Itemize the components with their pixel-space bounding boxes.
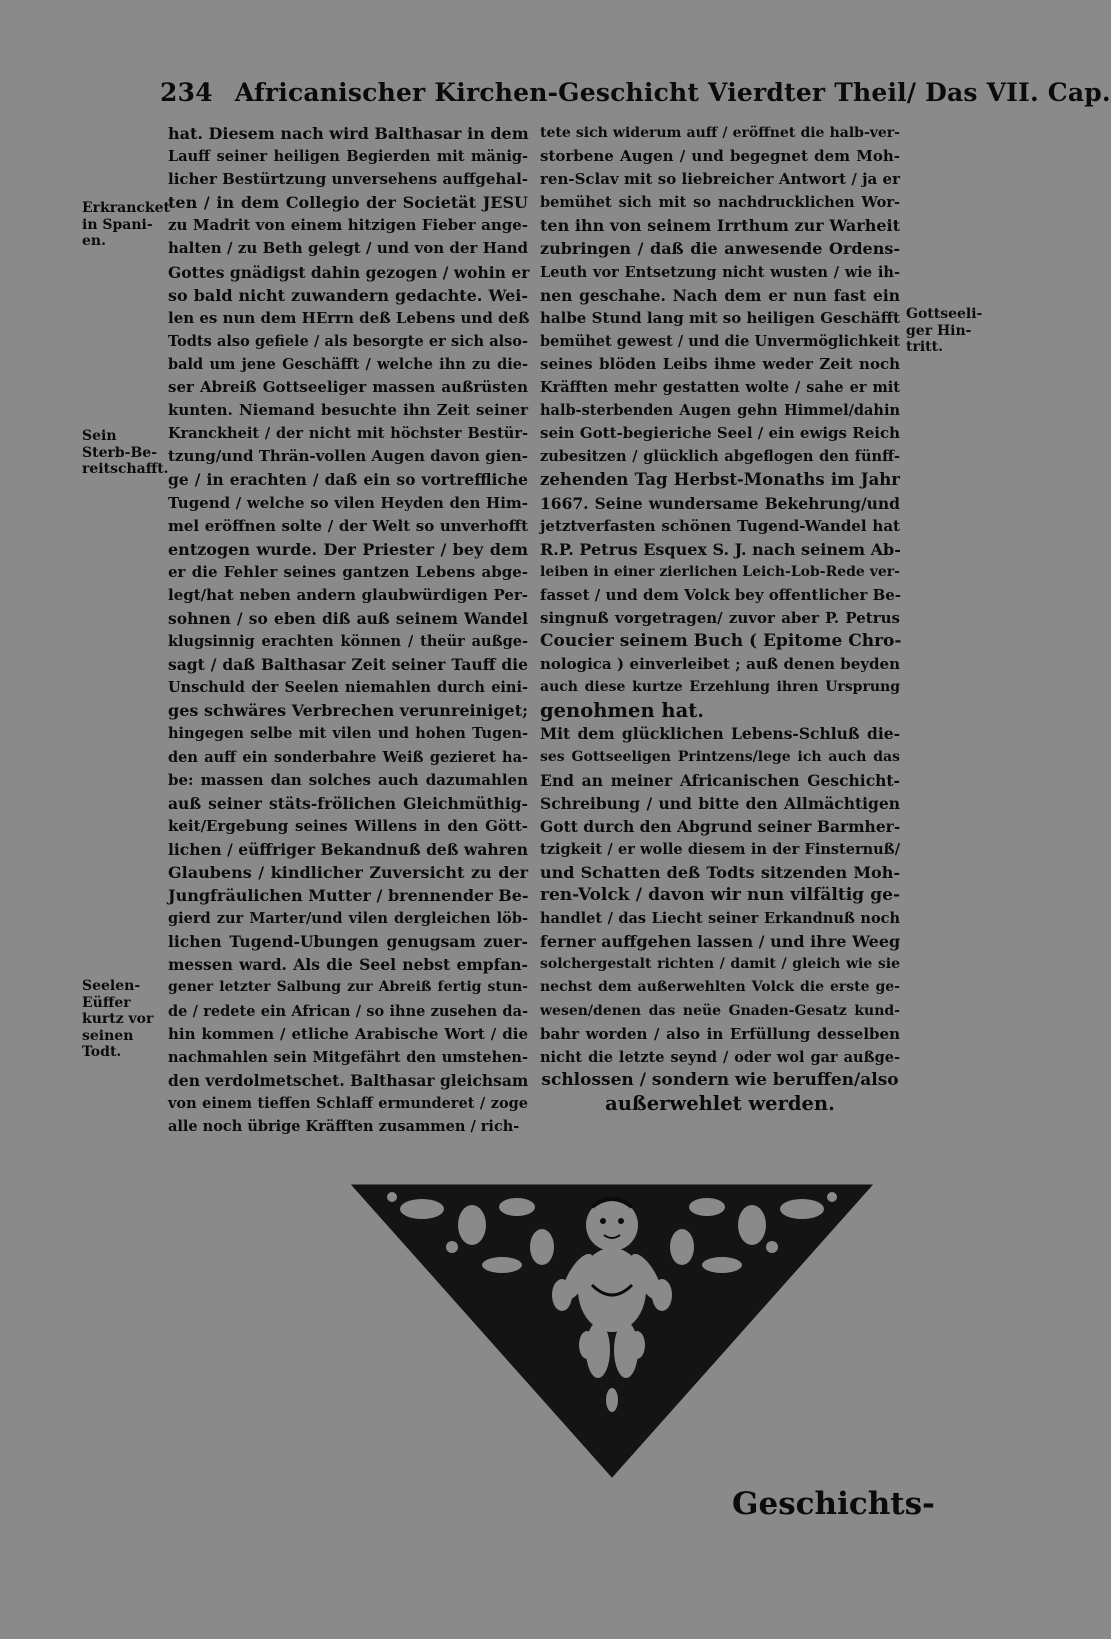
text-line: leiben in einer zierlichen Leich-Lob-Rede ver- bbox=[540, 563, 900, 580]
text-line: ten ihn von seinem Irrthum zur Warheit bbox=[540, 216, 900, 236]
text-line: so bald nicht zuwandern gedachte. Wei- bbox=[168, 285, 528, 305]
text-line: und Schatten deß Todts sitzenden Moh- bbox=[540, 863, 900, 882]
text-line: hat. Diesem nach wird Balthasar in dem bbox=[168, 124, 529, 143]
text-line: storbene Augen / und begegnet dem Moh- bbox=[540, 147, 900, 166]
text-line: Gott durch den Abgrund seiner Barmher- bbox=[540, 816, 901, 836]
text-line: ges schwäres Verbrechen verunreiniget; bbox=[168, 701, 528, 721]
running-head bbox=[160, 78, 1111, 116]
text-line: ren-Volck / davon wir nun vilfältig ge- bbox=[540, 885, 900, 906]
text-line: lichen Tugend-Ubungen genugsam zuer- bbox=[168, 932, 528, 952]
text-line: entzogen wurde. Der Priester / bey dem bbox=[168, 539, 528, 559]
text-line: ten / in dem Collegio der Societät JESU bbox=[168, 193, 528, 213]
text-line: gierd zur Marter/und vilen dergleichen löb- bbox=[168, 910, 528, 928]
text-line: ser Abreiß Gottseeliger massen außrüsten bbox=[168, 378, 528, 397]
text-line: Lauff seiner heiligen Begierden mit mänig- bbox=[168, 148, 528, 166]
text-line: nachmahlen sein Mitgefährt den umstehen- bbox=[168, 1048, 528, 1066]
text-line: mel eröffnen solte / der Welt so unverhofft bbox=[168, 516, 528, 535]
text-line: Todts also gefiele / als besorgte er sich also- bbox=[168, 332, 528, 350]
text-line: len es nun dem HErrn deß Lebens und deß bbox=[168, 308, 530, 327]
text-line: klugsinnig erachten können / theür außge- bbox=[168, 633, 528, 651]
text-line: keit/Ergebung seines Willens in den Gött- bbox=[168, 816, 528, 835]
text-line: de / redete ein African / so ihne zusehen da- bbox=[168, 1002, 528, 1020]
text-line: ge / in erachten / daß ein so vortreffliche bbox=[168, 470, 528, 490]
text-line: von einem tieffen Schlaff ermunderet / zoge bbox=[168, 1094, 528, 1112]
margin-note-death-preparation: Sein Sterb-Be- reitschafft. bbox=[82, 428, 169, 477]
text-line: halb-sterbenden Augen gehn Himmel/dahin bbox=[540, 402, 900, 420]
text-line: handlet / das Liecht seiner Erkandnuß noch bbox=[540, 910, 900, 928]
text-line: 1667. Seine wundersame Bekehrung/und bbox=[540, 493, 900, 513]
text-line: schlossen / sondern wie beruffen/also bbox=[541, 1069, 899, 1090]
text-line: messen ward. Als die Seel nebst empfan- bbox=[168, 955, 528, 975]
cherub-tailpiece-ornament bbox=[352, 1185, 872, 1477]
text-column-right bbox=[540, 122, 900, 1115]
text-line: hin kommen / etliche Arabische Wort / die bbox=[168, 1024, 528, 1043]
text-line: halten / zu Beth gelegt / und von der Hand bbox=[168, 239, 528, 258]
text-line: bemühet gewest / und die Unvermöglichkeit bbox=[540, 332, 900, 350]
text-line: End an meiner Africanischen Geschicht- bbox=[540, 770, 900, 790]
text-line: Mit dem glücklichen Lebens-Schluß die- bbox=[540, 724, 900, 744]
text-line: Tugend / welche so vilen Heyden den Him- bbox=[168, 493, 528, 512]
text-line: Leuth vor Entsetzung nicht wusten / wie ih- bbox=[540, 263, 900, 281]
text-line: tzigkeit / er wolle diesem in der Finsternuß/ bbox=[540, 840, 900, 858]
text-line: licher Bestürtzung unversehens auffgehal- bbox=[168, 170, 528, 189]
margin-note-illness: Erkrancket in Spani- en. bbox=[82, 200, 170, 249]
text-line: Gottes gnädigst dahin gezogen / wohin er bbox=[168, 262, 530, 282]
catchword: Geschichts- bbox=[732, 1486, 935, 1522]
text-line: lichen / eüffriger Bekandnuß deß wahren bbox=[168, 839, 528, 859]
text-line: seines blöden Leibs ihme weder Zeit noch bbox=[540, 354, 900, 373]
text-line: hingegen selbe mit vilen und hohen Tugen- bbox=[168, 725, 528, 743]
text-line: sagt / daß Balthasar Zeit seiner Tauff die bbox=[168, 655, 528, 675]
text-line: nologica ) einverleibet ; auß denen beyden bbox=[540, 655, 900, 674]
text-line: zubesitzen / glücklich abgeflogen den fünff- bbox=[540, 448, 900, 466]
text-line: Glaubens / kindlicher Zuversicht zu der bbox=[168, 863, 528, 882]
text-line: Schreibung / und bitte den Allmächtigen bbox=[540, 793, 900, 813]
text-line: sein Gott-begieriche Seel / ein ewigs Reich bbox=[540, 424, 900, 443]
text-line: singnuß vorgetragen/ zuvor aber P. Petrus bbox=[540, 608, 900, 627]
text-line: Unschuld der Seelen niemahlen durch eini- bbox=[168, 679, 528, 697]
text-column-left bbox=[168, 122, 528, 1138]
text-line: fasset / und dem Volck bey offentlicher Be- bbox=[540, 585, 902, 604]
text-line: be: massen dan solches auch dazumahlen bbox=[168, 770, 528, 789]
text-line: tzung/und Thrän-vollen Augen davon gien- bbox=[168, 447, 528, 466]
text-line: nicht die letzte seynd / oder wol gar außge- bbox=[540, 1048, 900, 1066]
text-line: zu Madrit von einem hitzigen Fieber ange- bbox=[168, 216, 528, 235]
text-line: solchergestalt richten / damit / gleich wie sie bbox=[540, 956, 900, 973]
text-line: R.P. Petrus Esquex S. J. nach seinem Ab- bbox=[540, 539, 901, 559]
text-line: ferner auffgehen lassen / und ihre Weeg bbox=[540, 932, 901, 952]
text-line: tete sich widerum auff / eröffnet die halb-ver- bbox=[540, 125, 900, 141]
running-title: Africanischer Kirchen-Geschicht Vierdter Theil/ Das VII. Cap. bbox=[234, 78, 1111, 107]
text-line: legt/hat neben andern glaubwürdigen Per- bbox=[168, 585, 528, 604]
text-line: genohmen hat. bbox=[540, 699, 705, 723]
text-line: ren-Sclav mit so liebreicher Antwort / ja er bbox=[540, 170, 900, 189]
text-line: sohnen / so eben diß auß seinem Wandel bbox=[168, 608, 528, 628]
text-line: zehenden Tag Herbst-Monaths im Jahr bbox=[540, 470, 900, 490]
text-line: halbe Stund lang mit so heiligen Geschäfft bbox=[540, 308, 900, 327]
text-line: er die Fehler seines gantzen Lebens abge- bbox=[168, 562, 528, 581]
text-line: bahr worden / also in Erfüllung desselben bbox=[540, 1024, 900, 1043]
text-line: gener letzter Salbung zur Abreiß fertig stun- bbox=[168, 979, 528, 996]
text-line: Coucier seinem Buch ( Epitome Chro- bbox=[540, 631, 902, 652]
text-line: zubringen / daß die anwesende Ordens- bbox=[540, 239, 900, 259]
text-line: kunten. Niemand besuchte ihn Zeit seiner bbox=[168, 401, 528, 420]
text-line: wesen/denen das neüe Gnaden-Gesatz kund- bbox=[540, 1002, 900, 1019]
text-line: Kranckheit / der nicht mit höchster Bestür- bbox=[168, 425, 528, 443]
text-line: ses Gottseeligen Printzens/lege ich auch das bbox=[540, 748, 900, 765]
margin-note-zeal: Seelen- Eüffer kurtz vor seinen Todt. bbox=[82, 978, 154, 1060]
text-line: nechst dem außerwehlten Volck die erste ge- bbox=[540, 979, 900, 996]
text-line: Kräfften mehr gestatten wolte / sahe er mit bbox=[540, 379, 900, 397]
text-line: außerwehlet werden. bbox=[605, 1091, 835, 1115]
text-line: auß seiner stäts-frölichen Gleichmüthig- bbox=[168, 793, 528, 813]
text-line: den verdolmetschet. Balthasar gleichsam bbox=[168, 1070, 529, 1090]
text-line: den auff ein sonderbahre Weiß gezieret ha- bbox=[168, 748, 528, 766]
text-line: nen geschahe. Nach dem er nun fast ein bbox=[540, 285, 900, 305]
page-number: 234 bbox=[160, 78, 213, 107]
text-line: jetztverfasten schönen Tugend-Wandel hat bbox=[540, 516, 900, 535]
text-line: auch diese kurtze Erzehlung ihren Ursprung bbox=[540, 679, 900, 696]
text-line: bemühet sich mit so nachdrucklichen Wor- bbox=[540, 194, 900, 212]
text-line: alle noch übrige Kräfften zusammen / rich- bbox=[168, 1118, 520, 1136]
margin-note-passing: Gottseeli- ger Hin- tritt. bbox=[906, 306, 983, 355]
text-line: bald um jene Geschäfft / welche ihn zu die- bbox=[168, 355, 528, 373]
text-line: Jungfräulichen Mutter / brennender Be- bbox=[168, 886, 529, 906]
